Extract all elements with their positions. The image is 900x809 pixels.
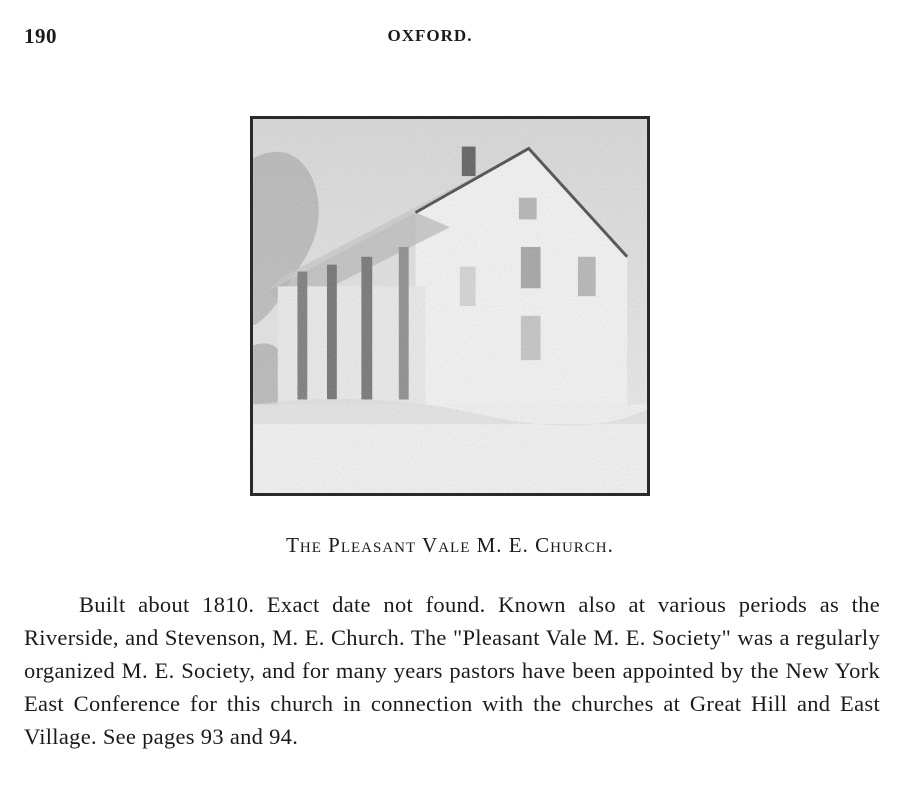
paragraph: Built about 1810. Exact date not found. Known also at various periods as the Riverside, and Stevenson, M. E. Church. The "Pleasant Vale M. E. Society" was a regularly organized M. E. Society, and for many years pastors have been appointed by the New York East Conference for this church in connection with the churches at Great Hill and East Village. See pages 93 and 94. bbox=[24, 592, 880, 749]
page-number: 190 bbox=[24, 24, 57, 48]
church-illustration bbox=[253, 119, 647, 493]
body-text bbox=[24, 588, 880, 753]
church-photograph bbox=[250, 116, 650, 496]
photo-caption: The Pleasant Vale M. E. Church. bbox=[286, 533, 614, 557]
running-head: OXFORD. bbox=[387, 26, 473, 45]
